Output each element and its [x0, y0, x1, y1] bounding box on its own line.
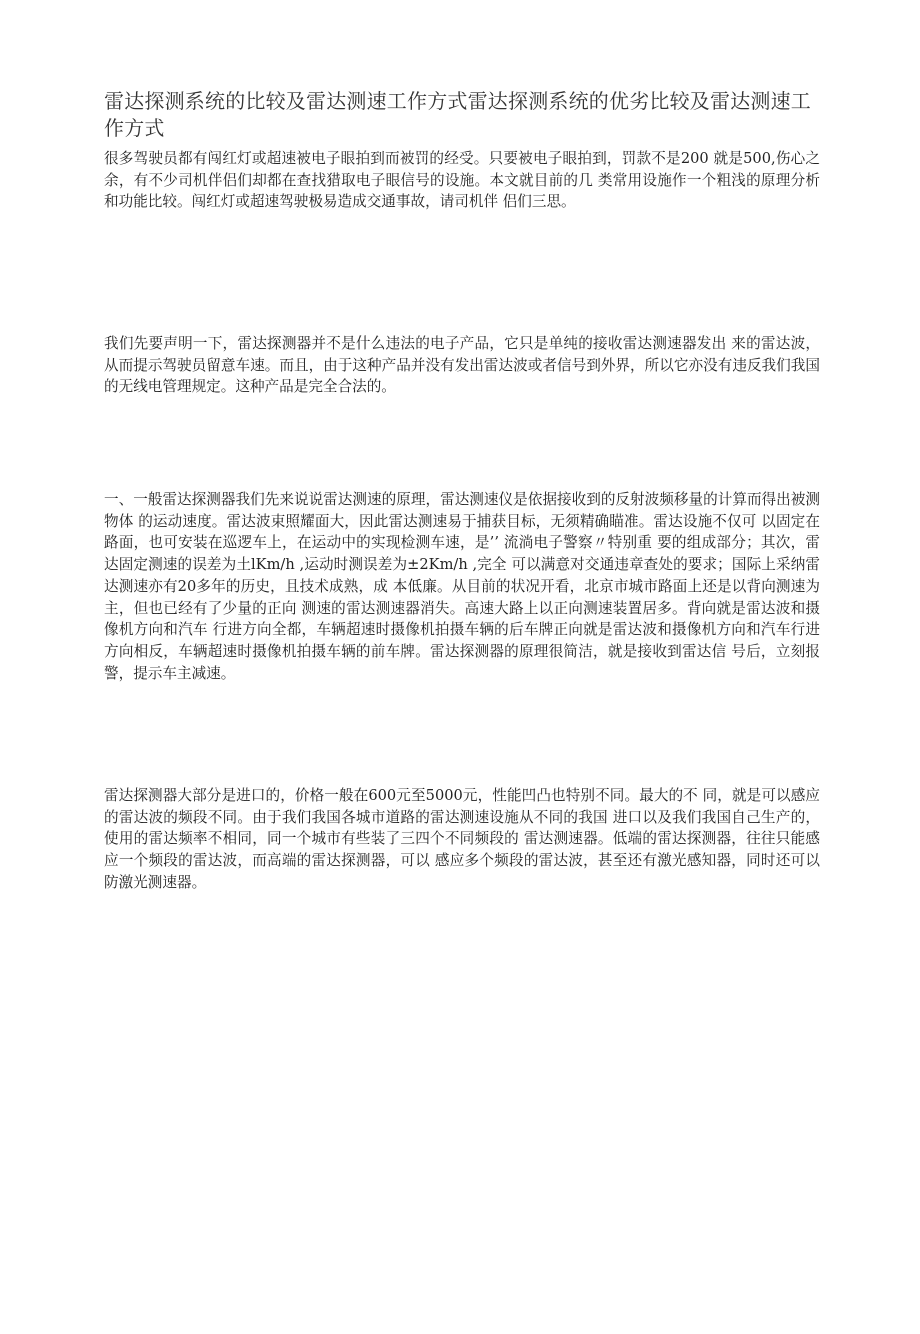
paragraph-radar-principle: 一、一般雷达探测器我们先来说说雷达测速的原理，雷达测速仪是依据接收到的反射波频移量的计算而得出被测物体 的运动速度。雷达波束照耀面大，因此雷达测速易于捕获目标，无须精确瞄准。雷达设施不仅可 以固定在路面，也可安装在巡逻车上，在运动中的实现检测车速，是’’ 流淌电子警察〃特别重 要的组成部分；其次，雷达固定测速的误差为土lKm/h ,运动时测误差为±2Km/h ,完全 可以满意对交通违章查处的要求；国际上采纳雷达测速亦有20多年的历史，且技术成熟，成 本低廉。从目前的状况开看，北京市城市路面上还是以背向测速为主，但也已经有了少量的正向 测速的雷达测速器消失。高速大路上以正向测速装置居多。背向就是雷达波和摄像机方向和汽车 行进方向全都，车辆超速时摄像机拍摄车辆的后车牌正向就是雷达波和摄像机方向和汽车行进 方向相反，车辆超速时摄像机拍摄车辆的前车牌。雷达探测器的原理很简洁，就是接收到雷达信 号后，立刻报警，提示车主减速。 [104, 491, 820, 682]
document-title: 雷达探测系统的比较及雷达测速工作方式雷达探测系统的优劣比较及雷达测速工作方式 [104, 89, 811, 140]
paragraph-price-frequency: 雷达探测器大部分是进口的，价格一般在600元至5000元，性能凹凸也特别不同。最大的不 同，就是可以感应的雷达波的频段不同。由于我们我国各城市道路的雷达测速设施从不同的我国 进口以及我们我国自己生产的，使用的雷达频率不相同，同一个城市有些装了三四个不同频段的 雷达测速器。低端的雷达探测器，往往只能感应一个频段的雷达波，而高端的雷达探测器，可以 感应多个频段的雷达波，甚至还有激光感知器，同时还可以防激光测速器。 [104, 787, 820, 891]
paragraph-legality: 我们先要声明一下，雷达探测器并不是什么违法的电子产品，它只是单纯的接收雷达测速器发出 来的雷达波，从而提示驾驶员留意车速。而且，由于这种产品并没有发出雷达波或者信号到外界，所以它亦没有违反我们我国的无线电管理规定。这种产品是完全合法的。 [104, 335, 820, 396]
paragraph-intro: 很多驾驶员都有闯红灯或超速被电子眼拍到而被罚的经受。只要被电子眼拍到，罚款不是200 就是500,伤心之余，有不少司机伴侣们却都在查找猎取电子眼信号的设施。本文就目前的几 类常用设施作一个粗浅的原理分析和功能比较。闯红灯或超速驾驶极易造成交通事故，请司机伴 侣们三思。 [104, 150, 820, 211]
